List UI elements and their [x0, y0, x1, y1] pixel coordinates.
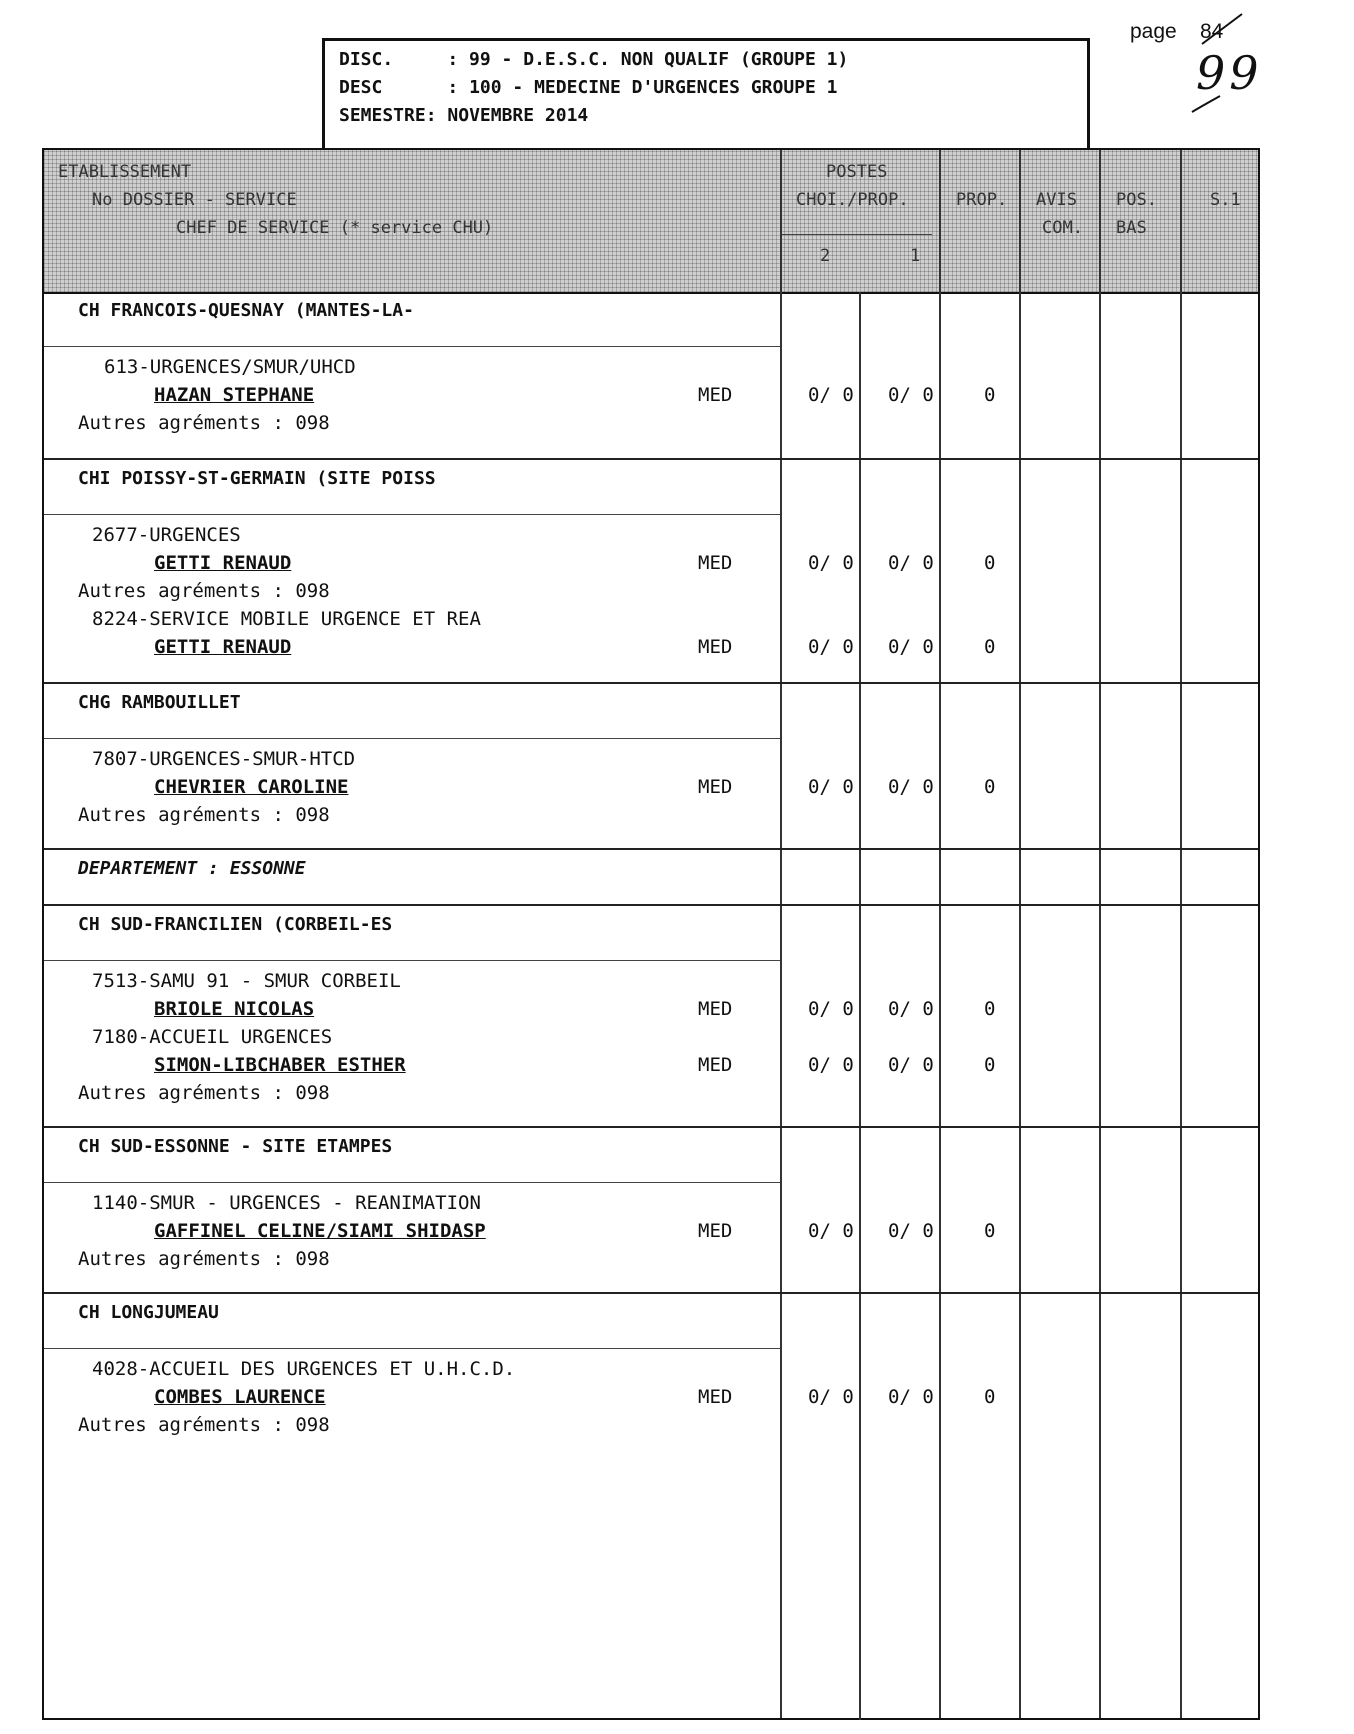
- prop-value: 0: [984, 1054, 996, 1076]
- autres-agrements: Autres agréments : 098: [78, 1082, 330, 1104]
- col-com: COM.: [1042, 218, 1083, 238]
- page-label: page: [1130, 20, 1177, 43]
- chef-de-service: GETTI RENAUD: [154, 552, 292, 574]
- chef-de-service: SIMON-LIBCHABER ESTHER: [154, 1054, 406, 1076]
- table-header: [44, 150, 1258, 294]
- autres-agrements: Autres agréments : 098: [78, 580, 330, 602]
- postes-choi-1: 0/ 0: [888, 552, 934, 574]
- establishment-name: CHI POISSY-ST-GERMAIN (SITE POISS: [78, 468, 436, 489]
- postes-choi-1: 0/ 0: [888, 998, 934, 1020]
- autres-agrements: Autres agréments : 098: [78, 1248, 330, 1270]
- group-divider: [44, 1126, 1258, 1128]
- prop-value: 0: [984, 1386, 996, 1408]
- col-chef-service: CHEF DE SERVICE (* service CHU): [176, 218, 494, 238]
- col-choi-prop: CHOI./PROP.: [796, 190, 909, 210]
- discipline-code: MED: [698, 998, 733, 1020]
- postes-choi-2: 0/ 0: [808, 552, 854, 574]
- postes-choi-2: 0/ 0: [808, 636, 854, 658]
- service-name: 613-URGENCES/SMUR/UHCD: [104, 356, 356, 378]
- row-divider: [44, 738, 780, 739]
- postes-divider: [782, 234, 932, 235]
- prop-value: 0: [984, 998, 996, 1020]
- discipline-code: MED: [698, 1386, 733, 1408]
- col-sep-6: [1180, 150, 1182, 1718]
- chef-de-service: GAFFINEL CELINE/SIAMI SHIDASP: [154, 1220, 486, 1242]
- postes-choi-2: 0/ 0: [808, 384, 854, 406]
- col-sep-5: [1099, 150, 1101, 1718]
- col-sep-3: [939, 150, 941, 1718]
- postes-choi-1: 0/ 0: [888, 384, 934, 406]
- col-etablissement: ETABLISSEMENT: [58, 162, 192, 182]
- prop-value: 0: [984, 636, 996, 658]
- service-name: 7180-ACCUEIL URGENCES: [92, 1026, 333, 1048]
- col-bas: BAS: [1116, 218, 1147, 238]
- group-divider: [44, 1292, 1258, 1294]
- prop-value: 0: [984, 776, 996, 798]
- service-name: 2677-URGENCES: [92, 524, 241, 546]
- postes-choi-2: 0/ 0: [808, 1054, 854, 1076]
- chef-de-service: COMBES LAURENCE: [154, 1386, 326, 1408]
- discipline-code: MED: [698, 1054, 733, 1076]
- autres-agrements: Autres agréments : 098: [78, 804, 330, 826]
- group-divider: [44, 848, 1258, 850]
- desc-value: : 100 - MEDECINE D'URGENCES GROUPE 1: [447, 77, 838, 98]
- col-pos: POS.: [1116, 190, 1157, 210]
- row-divider: [44, 960, 780, 961]
- postes-choi-2: 0/ 0: [808, 998, 854, 1020]
- prop-value: 0: [984, 1220, 996, 1242]
- desc-label: DESC: [339, 77, 383, 98]
- disc-label: DISC.: [339, 49, 394, 70]
- col-postes: POSTES: [826, 162, 888, 182]
- row-divider: [44, 1182, 780, 1183]
- col-sep-2: [859, 292, 861, 1720]
- chef-de-service: BRIOLE NICOLAS: [154, 998, 315, 1020]
- col-sep-4: [1019, 150, 1021, 1718]
- service-name: 7513-SAMU 91 - SMUR CORBEIL: [92, 970, 401, 992]
- service-name: 4028-ACCUEIL DES URGENCES ET U.H.C.D.: [92, 1358, 516, 1380]
- prop-value: 0: [984, 552, 996, 574]
- disc-value: : 99 - D.E.S.C. NON QUALIF (GROUPE 1): [447, 49, 849, 70]
- handwritten-tick: [1190, 92, 1230, 116]
- postes-choi-2: 0/ 0: [808, 776, 854, 798]
- service-name: 7807-URGENCES-SMUR-HTCD: [92, 748, 356, 770]
- col-dossier-service: No DOSSIER - SERVICE: [92, 190, 297, 210]
- postes-choi-1: 0/ 0: [888, 1386, 934, 1408]
- strike-mark: [1196, 8, 1256, 48]
- prop-value: 0: [984, 384, 996, 406]
- desc-line: [339, 77, 838, 98]
- semestre-line: [339, 105, 588, 126]
- semestre-value: NOVEMBRE 2014: [447, 105, 589, 126]
- col-sub-1: 1: [910, 246, 921, 266]
- postes-choi-1: 0/ 0: [888, 1220, 934, 1242]
- group-divider: [44, 682, 1258, 684]
- row-divider: [44, 514, 780, 515]
- establishment-name: CH LONGJUMEAU: [78, 1302, 219, 1323]
- row-divider: [44, 1348, 780, 1349]
- discipline-code: MED: [698, 552, 733, 574]
- autres-agrements: Autres agréments : 098: [78, 412, 330, 434]
- chef-de-service: GETTI RENAUD: [154, 636, 292, 658]
- col-prop: PROP.: [956, 190, 1008, 210]
- discipline-code: MED: [698, 384, 733, 406]
- col-sep-1: [780, 150, 782, 1718]
- chef-de-service: HAZAN STEPHANE: [154, 384, 315, 406]
- discipline-code: MED: [698, 1220, 733, 1242]
- postes-choi-1: 0/ 0: [888, 636, 934, 658]
- page-old-number: 84: [1200, 20, 1224, 43]
- document-header: [322, 38, 1090, 149]
- page-handwritten-number: 99: [1196, 46, 1263, 100]
- service-name: 1140-SMUR - URGENCES - REANIMATION: [92, 1192, 481, 1214]
- col-sub-2: 2: [820, 246, 831, 266]
- row-divider: [44, 346, 780, 347]
- chef-de-service: CHEVRIER CAROLINE: [154, 776, 349, 798]
- discipline-code: MED: [698, 636, 733, 658]
- col-last: S.1: [1210, 190, 1241, 210]
- autres-agrements: Autres agréments : 098: [78, 1414, 330, 1436]
- establishment-name: CH SUD-FRANCILIEN (CORBEIL-ES: [78, 914, 393, 935]
- postes-choi-1: 0/ 0: [888, 1054, 934, 1076]
- discipline-code: MED: [698, 776, 733, 798]
- disc-line: [339, 49, 848, 70]
- postes-choi-2: 0/ 0: [808, 1220, 854, 1242]
- postes-choi-2: 0/ 0: [808, 1386, 854, 1408]
- establishment-name: CH SUD-ESSONNE - SITE ETAMPES: [78, 1136, 393, 1157]
- department-heading: DEPARTEMENT : ESSONNE: [78, 858, 306, 879]
- assignments-table: [42, 148, 1260, 1720]
- establishment-name: CH FRANCOIS-QUESNAY (MANTES-LA-: [78, 300, 414, 321]
- group-divider: [44, 458, 1258, 460]
- postes-choi-1: 0/ 0: [888, 776, 934, 798]
- semestre-label: SEMESTRE:: [339, 105, 437, 126]
- col-avis: AVIS: [1036, 190, 1077, 210]
- establishment-name: CHG RAMBOUILLET: [78, 692, 241, 713]
- service-name: 8224-SERVICE MOBILE URGENCE ET REA: [92, 608, 481, 630]
- group-divider: [44, 904, 1258, 906]
